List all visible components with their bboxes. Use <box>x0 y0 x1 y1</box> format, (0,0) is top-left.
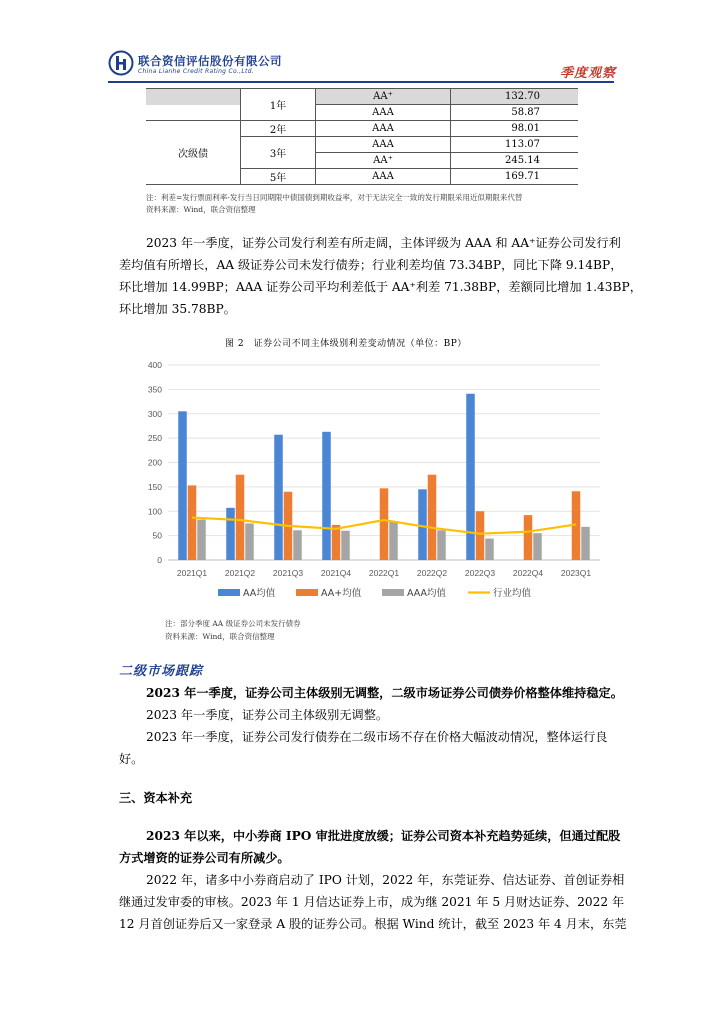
table-cell-rating: AAA <box>316 105 451 121</box>
table-cell-term: 3年 <box>241 137 316 169</box>
paragraph-line: 差均值有所增长，AA 级证券公司未发行债券；行业利差均值 73.34BP，同比下降 9.14BP， <box>119 258 623 272</box>
paragraph-line: 环比增加 35.78BP。 <box>119 302 236 316</box>
bar-AA+均值 <box>188 485 197 560</box>
table-cell-term: 1年 <box>241 89 316 121</box>
bar-AAA均值 <box>341 531 350 560</box>
y-tick-label: 250 <box>147 433 162 444</box>
bar-AAA均值 <box>245 523 254 560</box>
section-heading-secondary: 二级市场跟踪 <box>119 664 204 679</box>
table-cell-value: 169.71 <box>451 169 579 185</box>
paragraph-line: 2023 年一季度，证券公司发行利差有所走阔，主体评级为 AAA 和 AA⁺证券公司发行利 <box>146 236 621 250</box>
company-name-en: China Lianhe Credit Rating Co.,Ltd. <box>138 68 254 75</box>
bar-AAA均值 <box>581 527 590 560</box>
bar-AAA均值 <box>197 520 206 560</box>
paragraph-lead: 2023 年以来，中小券商 IPO 审批进度放缓；证券公司资本补充趋势延续，但通过配股 <box>146 829 621 843</box>
x-tick-label: 2021Q4 <box>320 568 352 578</box>
spread-chart <box>140 355 610 615</box>
bar-AAA均值 <box>437 530 446 560</box>
table-cell-rating: AAA <box>316 169 451 185</box>
x-tick-label: 2022Q3 <box>464 568 496 578</box>
bar-AA+均值 <box>380 488 389 560</box>
chart-title: 图 2 证券公司不同主体级别利差变动情况（单位：BP） <box>225 339 467 349</box>
bar-AA均值 <box>418 489 427 560</box>
legend-swatch <box>218 589 240 596</box>
paragraph-line: 12 月首创证券后又一家登录 A 股的证券公司。根据 Wind 统计，截至 2023 年 4 月末，东莞 <box>119 917 627 931</box>
paragraph-line: 继通过发审委的审核。2023 年 1 月信达证券上市，成为继 2021 年 5 月财达证券、2022 年 <box>119 895 625 909</box>
y-tick-label: 50 <box>152 530 162 541</box>
bar-AA均值 <box>466 394 475 560</box>
y-tick-label: 400 <box>147 360 162 370</box>
table-cell-value: 58.87 <box>451 105 579 121</box>
bar-AA+均值 <box>524 515 533 560</box>
company-name-cn: 联合资信评估股份有限公司 <box>138 54 282 68</box>
table-cell-value: 98.01 <box>451 121 579 137</box>
y-tick-label: 350 <box>147 384 162 395</box>
legend-swatch <box>382 589 404 596</box>
table-cell-term: 2年 <box>241 121 316 137</box>
table-cell-rating: AAA <box>316 137 451 153</box>
bar-AA均值 <box>178 411 187 560</box>
table-row <box>146 89 578 105</box>
table-cell-rating: AAA <box>316 121 451 137</box>
legend-label: AAA均值 <box>407 588 447 599</box>
table-note: 注：利差=发行票面利率-发行当日同期限中债国债到期收益率，对于无法完全一致的发行期限采用近似期限来代替 <box>146 193 523 202</box>
x-tick-label: 2023Q1 <box>560 568 592 578</box>
bar-AAA均值 <box>389 521 398 560</box>
table-cell-category: 次级债 <box>146 121 241 185</box>
x-tick-label: 2021Q2 <box>224 568 256 578</box>
bar-AA均值 <box>322 432 331 560</box>
bar-AA+均值 <box>332 525 341 560</box>
bar-AA+均值 <box>476 511 485 560</box>
legend-label: 行业均值 <box>493 588 532 599</box>
paragraph-line: 好。 <box>119 752 144 766</box>
bar-AAA均值 <box>485 539 494 560</box>
table-cell-term: 5年 <box>241 169 316 185</box>
table-cell-rating: AA⁺ <box>316 153 451 169</box>
report-tag: 季度观察 <box>560 66 617 81</box>
paragraph-line: 环比增加 14.99BP；AAA 证券公司平均利差低于 AA⁺利差 71.38BP，差额同比增加 1.43BP， <box>119 280 642 294</box>
chart-note: 注：部分季度 AA 级证券公司未发行债券 <box>165 619 301 628</box>
paragraph-line: 2023 年一季度，证券公司主体级别无调整。 <box>146 708 389 722</box>
x-tick-label: 2022Q1 <box>368 568 400 578</box>
table-cell-value: 113.07 <box>451 137 579 153</box>
legend-label: AA+均值 <box>321 588 362 599</box>
table-source: 资料来源：Wind，联合资信整理 <box>146 205 256 214</box>
section-heading-capital: 三、资本补充 <box>119 791 193 805</box>
chart-source: 资料来源：Wind，联合资信整理 <box>165 632 275 641</box>
paragraph-line: 2023 年一季度，证券公司发行债券在二级市场不存在价格大幅波动情况，整体运行良 <box>146 730 608 744</box>
bar-AAA均值 <box>293 530 302 560</box>
y-tick-label: 300 <box>147 408 162 419</box>
x-tick-label: 2022Q2 <box>416 568 448 578</box>
table-row <box>146 105 578 121</box>
legend-swatch <box>296 589 318 596</box>
company-logo-icon <box>108 50 134 76</box>
paragraph-lead: 方式增资的证券公司有所减少。 <box>119 851 290 865</box>
legend-label: AA均值 <box>243 588 276 599</box>
bar-AA均值 <box>274 435 283 560</box>
x-tick-label: 2021Q3 <box>272 568 304 578</box>
table-row <box>146 121 578 137</box>
bar-AA+均值 <box>236 475 245 560</box>
header-divider <box>108 81 614 83</box>
x-tick-label: 2021Q1 <box>176 568 208 578</box>
bar-AAA均值 <box>533 533 542 560</box>
y-tick-label: 100 <box>147 506 162 517</box>
bar-AA均值 <box>226 508 235 560</box>
table-cell-rating: AA⁺ <box>316 89 451 105</box>
y-tick-label: 150 <box>147 481 162 492</box>
paragraph-lead: 2023 年一季度，证券公司主体级别无调整，二级市场证券公司债券价格整体维持稳定。 <box>146 686 623 700</box>
bar-AA+均值 <box>428 475 437 560</box>
paragraph-line: 2022 年，诸多中小券商启动了 IPO 计划，2022 年，东莞证券、信达证券、首创证券相 <box>146 873 625 887</box>
y-tick-label: 200 <box>147 457 162 468</box>
x-tick-label: 2022Q4 <box>512 568 544 578</box>
table-cell-value: 132.70 <box>451 89 579 105</box>
y-tick-label: 0 <box>157 555 162 565</box>
table-cell-value: 245.14 <box>451 153 579 169</box>
spread-table <box>146 88 578 185</box>
